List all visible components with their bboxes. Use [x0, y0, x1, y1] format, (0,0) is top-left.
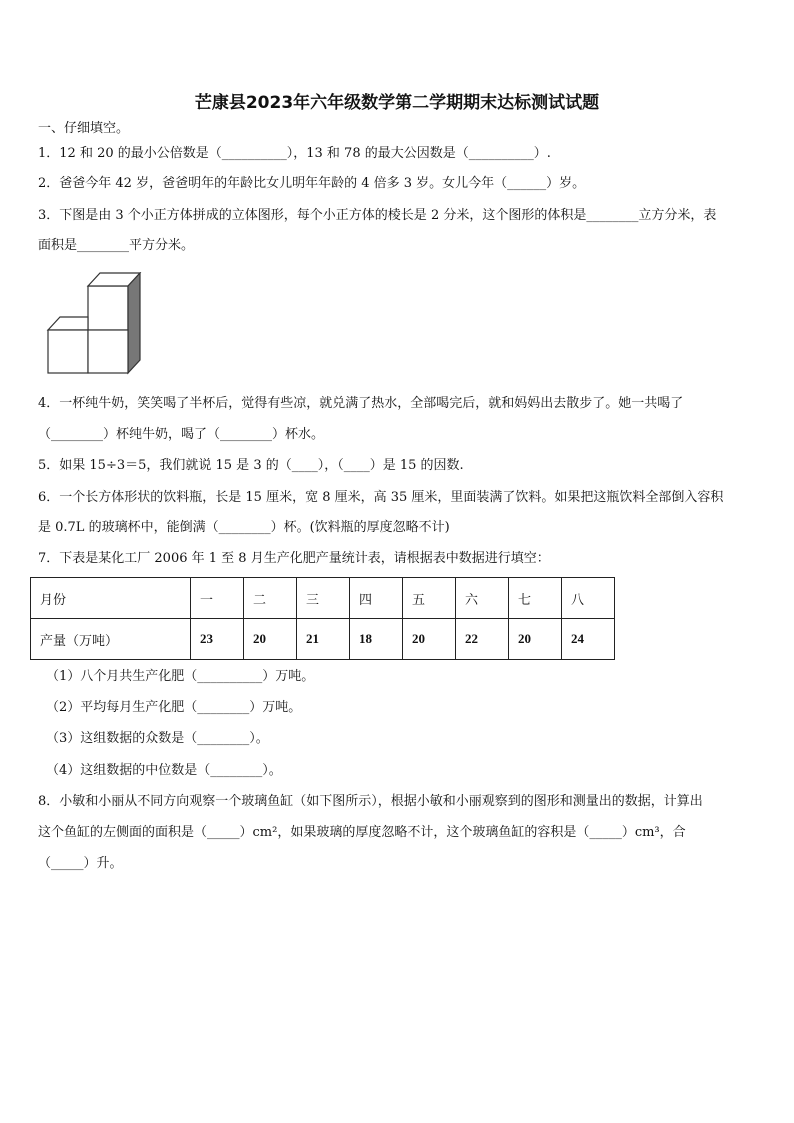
table-row [31, 578, 615, 619]
table-row [31, 619, 615, 660]
table-cell: 五 [403, 578, 456, 619]
table-cell: 21 [297, 619, 350, 660]
question-4-line-2: （________）杯纯牛奶，喝了（________）杯水。 [38, 427, 325, 442]
table-cell: 23 [191, 619, 244, 660]
section-heading: 一、仔细填空。 [38, 121, 130, 136]
question-3-line-2: 面积是________平方分米。 [38, 238, 195, 253]
question-8-line-2: 这个鱼缸的左侧面的面积是（_____）cm²，如果玻璃的厚度忽略不计，这个玻璃鱼缸的容积是（_____）cm³，合 [38, 825, 686, 840]
cube-figure [46, 272, 146, 380]
table-header-month: 月份 [31, 578, 191, 619]
table-cell: 二 [244, 578, 297, 619]
table-cell: 四 [350, 578, 403, 619]
table-cell: 七 [509, 578, 562, 619]
page-title: 芒康县2023年六年级数学第二学期期末达标测试试题 [194, 93, 600, 113]
question-5: 5．如果 15÷3＝5，我们就说 15 是 3 的（____），（____）是 15 的因数. [38, 458, 464, 473]
question-7-sub-1: （1）八个月共生产化肥（__________）万吨。 [46, 669, 315, 684]
question-7: 7．下表是某化工厂 2006 年 1 至 8 月生产化肥产量统计表，请根据表中数据进行填空： [38, 551, 550, 566]
question-1: 1．12 和 20 的最小公倍数是（__________），13 和 78 的最大公因数是（__________）. [38, 146, 551, 161]
question-6-line-1: 6．一个长方体形状的饮料瓶，长是 15 厘米，宽 8 厘米，高 35 厘米，里面装满了饮料。如果把这瓶饮料全部倒入容积 [38, 490, 724, 505]
question-8-line-3: （_____）升。 [38, 856, 123, 871]
question-7-sub-2: （2）平均每月生产化肥（________）万吨。 [46, 700, 302, 715]
table-cell: 八 [562, 578, 615, 619]
question-2: 2．爸爸今年 42 岁，爸爸明年的年龄比女儿明年年龄的 4 倍多 3 岁。女儿今年（______）岁。 [38, 176, 586, 191]
question-8-line-1: 8．小敏和小丽从不同方向观察一个玻璃鱼缸（如下图所示），根据小敏和小丽观察到的图形和测量出的数据，计算出 [38, 794, 703, 809]
table-cell: 一 [191, 578, 244, 619]
table-header-output: 产量（万吨） [31, 619, 191, 660]
question-4-line-1: 4．一杯纯牛奶，笑笑喝了半杯后，觉得有些凉，就兑满了热水，全部喝完后，就和妈妈出去散步了。她一共喝了 [38, 396, 684, 411]
table-cell: 24 [562, 619, 615, 660]
question-7-sub-3: （3）这组数据的众数是（________）。 [46, 731, 269, 746]
question-6-line-2: 是 0.7L 的玻璃杯中，能倒满（________）杯。(饮料瓶的厚度忽略不计) [38, 520, 450, 535]
production-table [30, 577, 615, 660]
question-7-sub-4: （4）这组数据的中位数是（________）。 [46, 763, 282, 778]
table-cell: 20 [244, 619, 297, 660]
table-cell: 六 [456, 578, 509, 619]
table-cell: 20 [509, 619, 562, 660]
table-cell: 三 [297, 578, 350, 619]
question-3-line-1: 3．下图是由 3 个小正方体拼成的立体图形，每个小正方体的棱长是 2 分米，这个图形的体积是________立方分米，表 [38, 208, 717, 223]
table-cell: 18 [350, 619, 403, 660]
table-cell: 22 [456, 619, 509, 660]
table-cell: 20 [403, 619, 456, 660]
